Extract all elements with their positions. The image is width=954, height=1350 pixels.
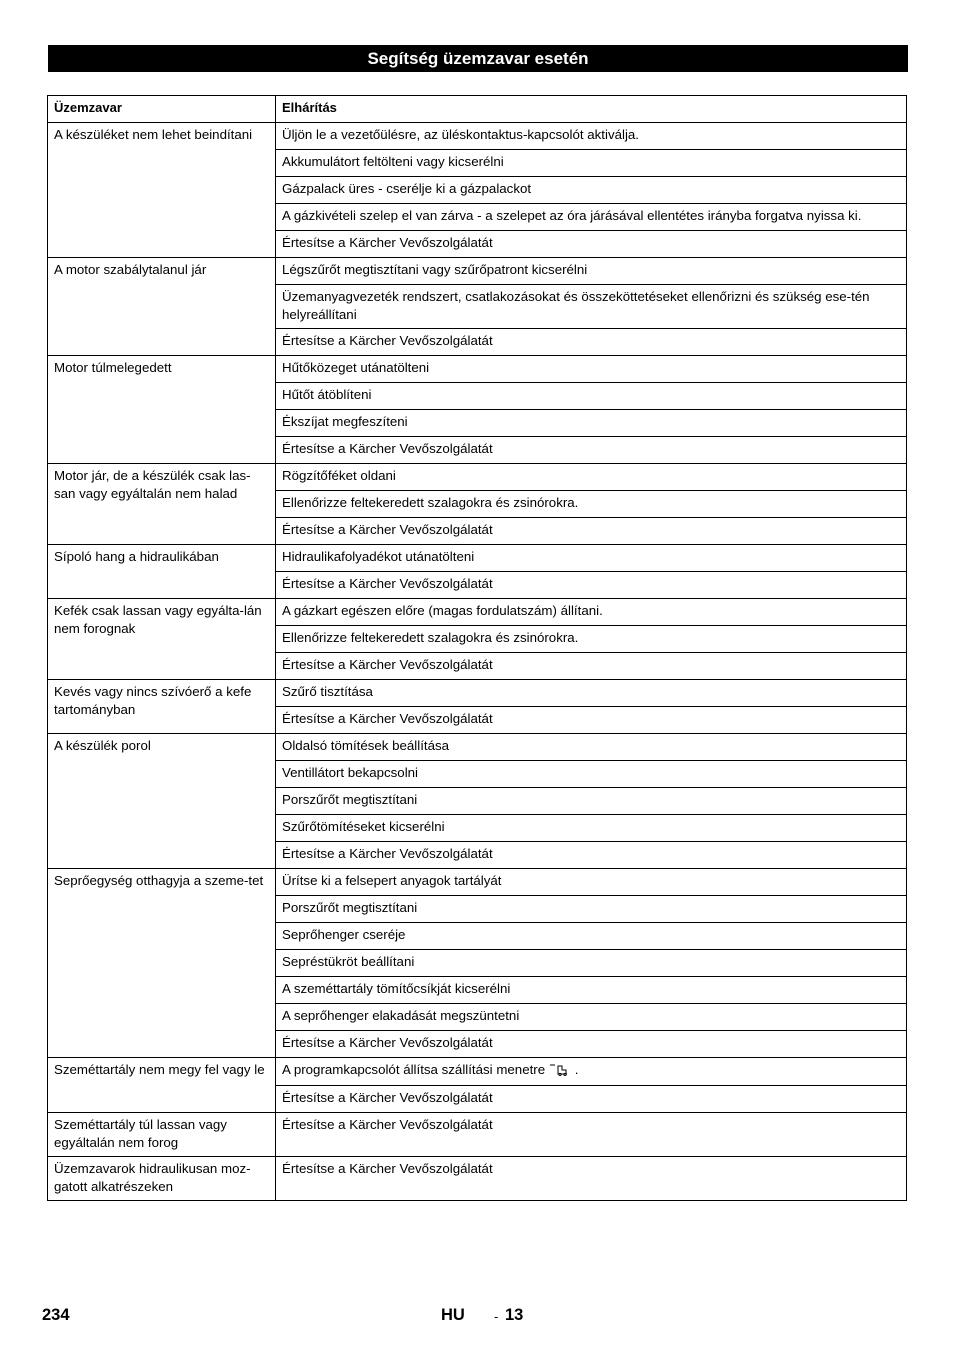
remedy-cell bbox=[276, 410, 907, 437]
remedy-text: Üzemanyagvezeték rendszert, csatlakozásokat és összeköttetéseket ellenőrizni és szükség ese-tén helyreállítani bbox=[282, 289, 870, 322]
fault-cell: Seprőegység otthagyja a szeme-tet bbox=[48, 869, 276, 1058]
footer-dash: - bbox=[494, 1309, 499, 1324]
remedy-cell bbox=[276, 842, 907, 869]
remedy-text: Értesítse a Kärcher Vevőszolgálatát bbox=[282, 235, 493, 250]
remedy-cell bbox=[276, 545, 907, 572]
remedy-cell bbox=[276, 680, 907, 707]
remedy-cell bbox=[276, 1004, 907, 1031]
remedy-text: Hűtőt átöblíteni bbox=[282, 387, 372, 402]
fault-cell: Szeméttartály nem megy fel vagy le bbox=[48, 1058, 276, 1113]
remedy-text: Értesítse a Kärcher Vevőszolgálatát bbox=[282, 441, 493, 456]
table-row bbox=[48, 1113, 907, 1157]
remedy-cell bbox=[276, 518, 907, 545]
remedy-text: Értesítse a Kärcher Vevőszolgálatát bbox=[282, 711, 493, 726]
remedy-cell bbox=[276, 734, 907, 761]
fault-cell: Sípoló hang a hidraulikában bbox=[48, 545, 276, 599]
table-body bbox=[48, 123, 907, 1201]
remedy-text: Hidraulikafolyadékot utánatölteni bbox=[282, 549, 475, 564]
remedy-text: Porszűrőt megtisztítani bbox=[282, 900, 418, 915]
remedy-cell bbox=[276, 177, 907, 204]
transport-mode-icon bbox=[549, 1062, 571, 1081]
remedy-cell: A programkapcsolót állítsa szállítási menetre . bbox=[276, 1058, 907, 1086]
remedy-text: Szűrő tisztítása bbox=[282, 684, 373, 699]
fault-cell: Szeméttartály túl lassan vagy egyáltalán nem forog bbox=[48, 1113, 276, 1157]
remedy-cell bbox=[276, 761, 907, 788]
remedy-cell bbox=[276, 123, 907, 150]
remedy-cell bbox=[276, 653, 907, 680]
fault-cell: Kevés vagy nincs szívóerő a kefe tartományban bbox=[48, 680, 276, 734]
remedy-text: Értesítse a Kärcher Vevőszolgálatát bbox=[282, 1090, 493, 1105]
remedy-cell bbox=[276, 1086, 907, 1113]
remedy-cell bbox=[276, 707, 907, 734]
remedy-cell bbox=[276, 572, 907, 599]
remedy-cell bbox=[276, 869, 907, 896]
table-row bbox=[48, 545, 907, 572]
remedy-cell bbox=[276, 464, 907, 491]
remedy-cell bbox=[276, 491, 907, 518]
remedy-text: Értesítse a Kärcher Vevőszolgálatát bbox=[282, 576, 493, 591]
remedy-cell bbox=[276, 1113, 907, 1157]
remedy-text: A gázkivételi szelep el van zárva - a szelepet az óra járásával ellentétes irányba forgatva nyissa ki. bbox=[282, 208, 862, 223]
remedy-cell bbox=[276, 231, 907, 258]
remedy-text: Ellenőrizze feltekeredett szalagokra és zsinórokra. bbox=[282, 630, 579, 645]
page-number: 234 bbox=[42, 1306, 70, 1324]
remedy-text: Értesítse a Kärcher Vevőszolgálatát bbox=[282, 1161, 493, 1176]
remedy-text: A gázkart egészen előre (magas fordulatszám) állítani. bbox=[282, 603, 603, 618]
table-row bbox=[48, 680, 907, 707]
table-row bbox=[48, 869, 907, 896]
remedy-text: Oldalsó tömítések beállítása bbox=[282, 738, 450, 753]
remedy-text: Értesítse a Kärcher Vevőszolgálatát bbox=[282, 657, 493, 672]
remedy-text: Ellenőrizze feltekeredett szalagokra és zsinórokra. bbox=[282, 495, 579, 510]
fault-cell: A motor szabálytalanul jár bbox=[48, 258, 276, 356]
remedy-text: Rögzítőféket oldani bbox=[282, 468, 396, 483]
fault-cell: Üzemzavarok hidraulikusan moz-gatott alkatrészeken bbox=[48, 1157, 276, 1201]
remedy-cell bbox=[276, 437, 907, 464]
table-row bbox=[48, 356, 907, 383]
header-fault: Üzemzavar bbox=[48, 96, 276, 123]
remedy-text: Gázpalack üres - cserélje ki a gázpalackot bbox=[282, 181, 532, 196]
remedy-text: Értesítse a Kärcher Vevőszolgálatát bbox=[282, 333, 493, 348]
header-remedy: Elhárítás bbox=[276, 96, 907, 123]
remedy-cell bbox=[276, 923, 907, 950]
remedy-text: Értesítse a Kärcher Vevőszolgálatát bbox=[282, 846, 493, 861]
remedy-text: Ékszíjat megfeszíteni bbox=[282, 414, 408, 429]
remedy-text: Értesítse a Kärcher Vevőszolgálatát bbox=[282, 522, 493, 537]
remedy-text: A szeméttartály tömítőcsíkját kicserélni bbox=[282, 981, 511, 996]
page-title: Segítség üzemzavar esetén bbox=[48, 45, 908, 72]
remedy-text: Légszűrőt megtisztítani vagy szűrőpatront kicserélni bbox=[282, 262, 588, 277]
remedy-cell bbox=[276, 1031, 907, 1058]
remedy-text: A seprőhenger elakadását megszüntetni bbox=[282, 1008, 520, 1023]
remedy-cell bbox=[276, 329, 907, 356]
fault-cell: Motor túlmelegedett bbox=[48, 356, 276, 464]
table-row bbox=[48, 734, 907, 761]
remedy-cell bbox=[276, 950, 907, 977]
remedy-text: A programkapcsolót állítsa szállítási menetre bbox=[282, 1062, 546, 1077]
table-row bbox=[48, 599, 907, 626]
table-row bbox=[48, 258, 907, 285]
section-page-number: 13 bbox=[505, 1306, 524, 1324]
language-code: HU bbox=[441, 1306, 465, 1324]
troubleshooting-table bbox=[47, 95, 907, 1201]
table-row bbox=[48, 123, 907, 150]
remedy-cell bbox=[276, 258, 907, 285]
table-row bbox=[48, 464, 907, 491]
remedy-text: Sepréstükröt beállítani bbox=[282, 954, 415, 969]
remedy-text: Értesítse a Kärcher Vevőszolgálatát bbox=[282, 1035, 493, 1050]
remedy-cell bbox=[276, 285, 907, 329]
remedy-text: Ürítse ki a felsepert anyagok tartályát bbox=[282, 873, 502, 888]
remedy-cell bbox=[276, 626, 907, 653]
remedy-text: Szűrőtömítéseket kicserélni bbox=[282, 819, 445, 834]
remedy-cell bbox=[276, 788, 907, 815]
remedy-cell bbox=[276, 896, 907, 923]
remedy-text: Értesítse a Kärcher Vevőszolgálatát bbox=[282, 1117, 493, 1132]
fault-cell: Motor jár, de a készülék csak las-san vagy egyáltalán nem halad bbox=[48, 464, 276, 545]
remedy-cell bbox=[276, 1157, 907, 1201]
remedy-text: Porszűrőt megtisztítani bbox=[282, 792, 418, 807]
remedy-text: Ventillátort bekapcsolni bbox=[282, 765, 419, 780]
table-row bbox=[48, 1058, 907, 1086]
remedy-cell bbox=[276, 204, 907, 231]
remedy-cell bbox=[276, 599, 907, 626]
fault-cell: A készülék porol bbox=[48, 734, 276, 869]
remedy-cell bbox=[276, 356, 907, 383]
table-header-row bbox=[48, 96, 907, 123]
remedy-text: Üljön le a vezetőülésre, az üléskontaktus-kapcsolót aktiválja. bbox=[282, 127, 639, 142]
remedy-cell bbox=[276, 383, 907, 410]
fault-cell: Kefék csak lassan vagy egyálta-lán nem forognak bbox=[48, 599, 276, 680]
remedy-text: Hűtőközeget utánatölteni bbox=[282, 360, 430, 375]
remedy-text: Akkumulátort feltölteni vagy kicserélni bbox=[282, 154, 504, 169]
table-row bbox=[48, 1157, 907, 1201]
remedy-cell bbox=[276, 150, 907, 177]
fault-cell: A készüléket nem lehet beindítani bbox=[48, 123, 276, 258]
remedy-text: Seprőhenger cseréje bbox=[282, 927, 406, 942]
remedy-cell bbox=[276, 815, 907, 842]
remedy-cell bbox=[276, 977, 907, 1004]
